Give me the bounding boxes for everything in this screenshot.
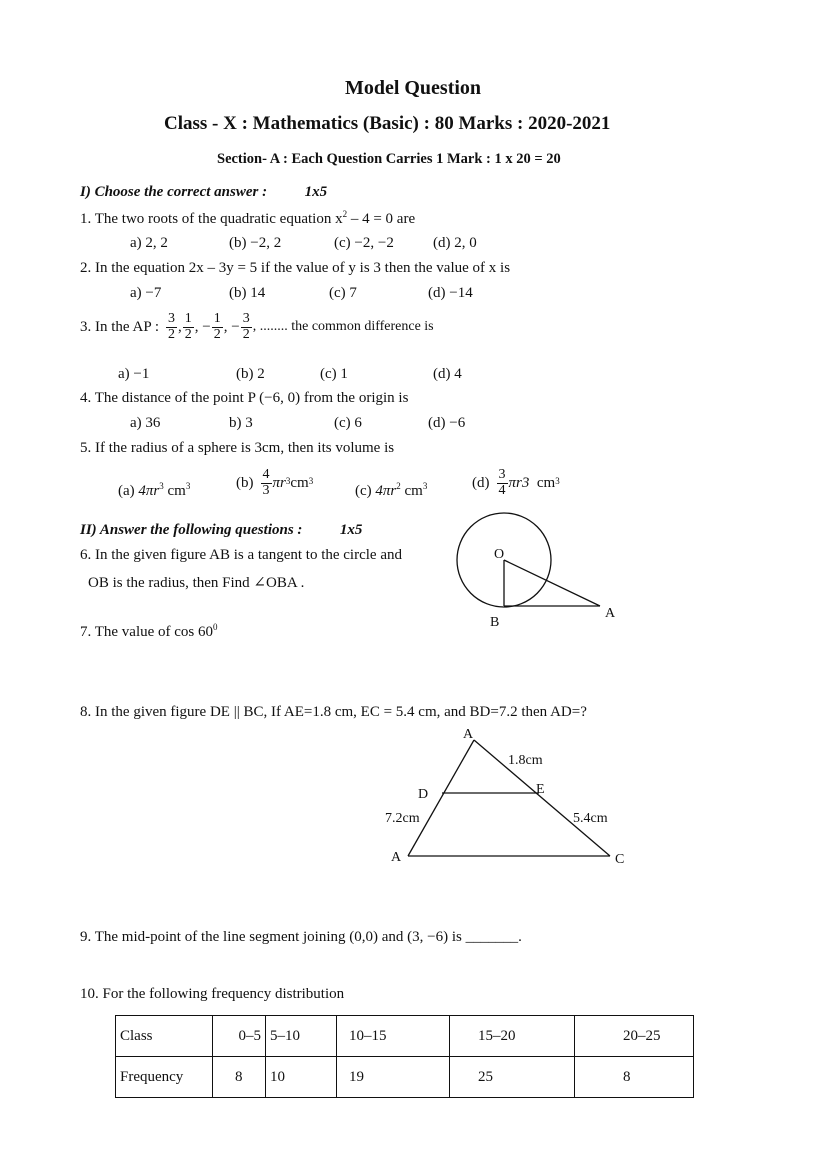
q5-option-b: (b) $\frac{4}{3}$ πr 3 cm 3 <box>236 467 314 498</box>
label-c: C <box>615 852 625 867</box>
table-cell: 15–20 <box>450 1016 575 1057</box>
label-b: B <box>490 615 500 630</box>
q3-option-a: a) −1 <box>118 366 150 382</box>
part1-marks: 1x5 <box>304 184 328 200</box>
question-1: 1. The two roots of the quadratic equation $x^2 - 4 = 0$ are <box>80 209 416 227</box>
label-bottom-a: A <box>391 850 402 865</box>
label-ec: 5.4cm <box>573 811 608 826</box>
section-heading: Section- A : Each Question Carries 1 Mark : 1 x 20 = 20 <box>217 151 561 167</box>
label-bd: 7.2cm <box>385 811 420 826</box>
q8-triangle-figure <box>380 722 640 872</box>
part2-marks: 1x5 <box>339 522 363 538</box>
label-a: A <box>605 606 616 621</box>
question-6-line2: OB is the radius, then Find ∠OBA . <box>88 575 305 591</box>
table-cell: 8 <box>575 1057 694 1098</box>
q2-option-c: (c) 7 <box>329 285 357 301</box>
q2-option-a: a) −7 <box>130 285 162 301</box>
table-cell: Frequency <box>116 1057 213 1098</box>
question-7: 7. The value of $\cos 60^0$ <box>80 622 218 640</box>
q1-option-d: (d) 2, 0 <box>433 235 477 251</box>
label-d: D <box>418 787 429 802</box>
q6-circle-tangent-figure <box>450 510 630 630</box>
q5-option-d: (d) $\frac{3}{4}$ πr3 cm 3 <box>472 467 560 498</box>
question-2: 2. In the equation 2x – 3y = 5 if the value of y is 3 then the value of x is <box>80 260 511 276</box>
q2-option-d: (d) −14 <box>428 285 473 301</box>
q4-option-d: (d) −6 <box>428 415 466 431</box>
table-cell: 10–15 <box>337 1016 450 1057</box>
q5-option-a: (a) $4\pi r^3$ $cm^3$ <box>118 481 191 499</box>
q5-option-c: (c) $4\pi r^2$ $cm^3$ <box>355 481 428 499</box>
question-5: 5. If the radius of a sphere is 3cm, then its volume is <box>80 440 395 456</box>
label-top-a: A <box>463 727 474 742</box>
table-cell: 19 <box>337 1057 450 1098</box>
table-row <box>116 1057 694 1098</box>
angle-symbol: ∠ <box>253 575 266 591</box>
q3-option-c: (c) 1 <box>320 366 348 382</box>
label-e: E <box>536 782 545 797</box>
q3-fraction-2: $\frac{1}{2}$ <box>184 311 192 342</box>
q4-option-b: b) 3 <box>229 415 253 431</box>
q3-fraction-4: $\frac{3}{2}$ <box>242 311 250 342</box>
frequency-table <box>115 1015 694 1098</box>
table-cell: 8 <box>213 1057 266 1098</box>
part1-heading: I) Choose the correct answer : 1x5 <box>80 184 328 200</box>
label-o: O <box>494 547 505 562</box>
table-cell: 0–5 <box>213 1016 266 1057</box>
q4-option-c: (c) 6 <box>334 415 362 431</box>
question-9: 9. The mid-point of the line segment joining (0,0) and (3, −6) is _______. <box>80 929 522 945</box>
question-8: 8. In the given figure DE || BC, If AE=1.8 cm, EC = 5.4 cm, and BD=7.2 then AD=? <box>80 704 587 720</box>
q3-option-d: (d) 4 <box>433 366 462 382</box>
question-3: 3. In the AP : $\frac{3}{2}$ , $\frac{1}{2}$ , − $\frac{1}{2}$ , − $\frac{3}{2}$ , ........ the common difference is <box>80 311 434 342</box>
question-4: 4. The distance of the point P (−6, 0) from the origin is <box>80 390 409 406</box>
q2-option-b: (b) 14 <box>229 285 266 301</box>
table-cell: 25 <box>450 1057 575 1098</box>
q1-option-b: (b) −2, 2 <box>229 235 282 251</box>
segment-oa <box>504 560 600 606</box>
label-ae: 1.8cm <box>508 753 543 768</box>
q1-option-c: (c) −2, −2 <box>334 235 394 251</box>
table-cell: Class <box>116 1016 213 1057</box>
page-title: Model Question <box>344 77 482 99</box>
question-6-line1: 6. In the given figure AB is a tangent to the circle and <box>80 547 402 563</box>
question-10: 10. For the following frequency distribution <box>80 986 345 1002</box>
q4-option-a: a) 36 <box>130 415 161 431</box>
table-cell: 5–10 <box>266 1016 337 1057</box>
part2-heading: II) Answer the following questions : 1x5 <box>80 522 363 538</box>
q3-fraction-3: $\frac{1}{2}$ <box>213 311 221 342</box>
q3-option-b: (b) 2 <box>236 366 265 382</box>
table-cell: 10 <box>266 1057 337 1098</box>
page-subtitle: Class - X : Mathematics (Basic) : 80 Marks : 2020-2021 <box>164 113 611 134</box>
q3-fraction-1: $\frac{3}{2}$ <box>168 311 176 342</box>
q1-option-a: a) 2, 2 <box>130 235 168 251</box>
table-row <box>116 1016 694 1057</box>
table-cell: 20–25 <box>575 1016 694 1057</box>
